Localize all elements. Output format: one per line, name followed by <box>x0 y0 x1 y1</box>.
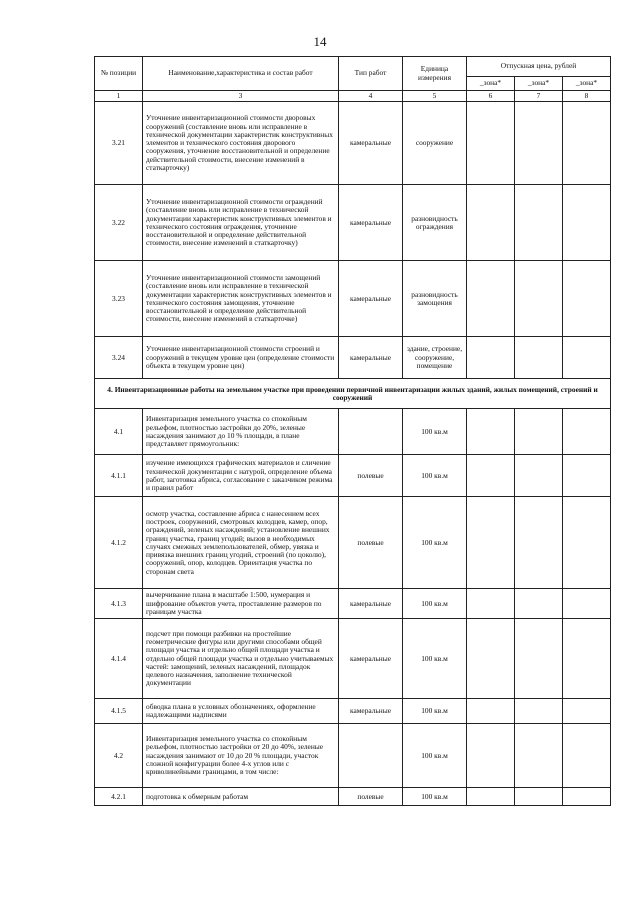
row-description: вычерчивание плана в масштабе 1:500, нумерация и шифрование объектов учета, проставление размеров по границам участка <box>143 589 339 619</box>
row-unit: 100 кв.м <box>403 409 467 455</box>
table-row <box>95 699 611 724</box>
row-number: 4.1.4 <box>95 619 143 699</box>
row-unit: 100 кв.м <box>403 497 467 589</box>
row-price-cell <box>515 699 563 724</box>
row-number: 4.1.1 <box>95 455 143 497</box>
row-price-cell <box>467 589 515 619</box>
row-unit: здание, строение, сооружение, помещение <box>403 337 467 379</box>
column-index: 7 <box>515 91 563 102</box>
row-price-cell <box>515 261 563 337</box>
header-zone: _зона* <box>515 77 563 91</box>
row-work-type: камеральные <box>339 699 403 724</box>
column-index: 1 <box>95 91 143 102</box>
row-description: подготовка к обмерным работам <box>143 788 339 806</box>
row-price-cell <box>515 409 563 455</box>
row-work-type: полевые <box>339 497 403 589</box>
row-price-cell <box>563 497 611 589</box>
row-price-cell <box>563 589 611 619</box>
row-work-type <box>339 409 403 455</box>
table-row <box>95 589 611 619</box>
row-number: 4.1.2 <box>95 497 143 589</box>
row-price-cell <box>467 724 515 788</box>
section-title: 4. Инвентаризационные работы на земельном участке при проведении первичной инвентаризации жилых зданий, жилых помещений, строений и сооружений <box>95 379 611 409</box>
row-description: Уточнение инвентаризационной стоимости дворовых сооружений (составление вновь или исправление в технической документации характеристик конструктивных элементов и технического состояния дворового сооружения, уточнение восстановительной и определение действительной стоимости, внесение изменений в статкарточку) <box>143 102 339 185</box>
row-number: 3.24 <box>95 337 143 379</box>
row-description: Инвентаризация земельного участка со спокойным рельефом, плотностью застройки от 20 до 40%, зеленые насаждения занимают от 10 до 20 % площади, участок сложной конфигурации более 4-х углов или с криволинейными границами, в том числе: <box>143 724 339 788</box>
row-work-type: камеральные <box>339 102 403 185</box>
row-price-cell <box>563 788 611 806</box>
row-description: Уточнение инвентаризационной стоимости замощений (составление вновь или исправление в технической документации характеристик конструктивных элементов и технического состояния замощения, уточнение восстановительной и определение действительной стоимости, внесение изменений в статкарточке) <box>143 261 339 337</box>
row-number: 4.1 <box>95 409 143 455</box>
row-price-cell <box>467 409 515 455</box>
row-price-cell <box>563 102 611 185</box>
row-work-type <box>339 724 403 788</box>
row-work-type: камеральные <box>339 185 403 261</box>
row-description: осмотр участка, составление абриса с нанесением всех построек, сооружений, смотровых колодцев, камер, опор, ограждений, зеленых насаждений; установление внешних границ участка, границ угодий; вызов в необходимых случаях смежных землепользователей, обмер, увязка и привязка внешних границ угодий, строений (по цоколю), сооружений, опор, колодцев. Ориентация участка по сторонам света <box>143 497 339 589</box>
row-unit: 100 кв.м <box>403 788 467 806</box>
table-row <box>95 619 611 699</box>
table-row <box>95 261 611 337</box>
column-index: 5 <box>403 91 467 102</box>
row-price-cell <box>515 788 563 806</box>
header-unit: Единица измерения <box>403 57 467 91</box>
row-number: 3.22 <box>95 185 143 261</box>
row-price-cell <box>563 185 611 261</box>
column-index: 3 <box>143 91 339 102</box>
row-price-cell <box>467 455 515 497</box>
row-work-type: камеральные <box>339 619 403 699</box>
row-price-cell <box>563 724 611 788</box>
row-unit: 100 кв.м <box>403 699 467 724</box>
row-work-type: камеральные <box>339 261 403 337</box>
row-price-cell <box>467 261 515 337</box>
row-description: изучение имеющихся графических материалов и сличение технической документации с натурой, определение объема работ, заготовка абриса, согласование с заказчиком режима и правил работ <box>143 455 339 497</box>
row-description: Инвентаризация земельного участка со спокойным рельефом, плотностью застройки до 20%, зеленые насаждения занимают до 10 % площади, в плане представляет прямоугольник: <box>143 409 339 455</box>
row-price-cell <box>515 185 563 261</box>
row-price-cell <box>467 619 515 699</box>
header-position: № позиции <box>95 57 143 91</box>
row-description: обводка плана в условных обозначениях, оформление надлежащими надписями <box>143 699 339 724</box>
row-price-cell <box>563 619 611 699</box>
header-price: Отпускная цена, рублей <box>467 57 611 77</box>
row-number: 3.23 <box>95 261 143 337</box>
page-number: 14 <box>313 34 327 49</box>
table-row <box>95 102 611 185</box>
row-price-cell <box>467 185 515 261</box>
table-row <box>95 724 611 788</box>
row-price-cell <box>563 699 611 724</box>
row-price-cell <box>515 337 563 379</box>
column-index-row <box>95 91 611 102</box>
row-description: Уточнение инвентаризационной стоимости ограждений (составление вновь или исправление в технической документации характеристик конструктивных элементов и технического состояния ограждения, уточнение восстановительной и определение действительной стоимости, внесение изменений в статкарточку) <box>143 185 339 261</box>
row-description: подсчет при помощи разбивки на простейшие геометрические фигуры или другими способами общей площади участка и отдельно общей площади участка и отдельно общей площади участка и отдельно учитываемых частей: замощений, зеленых насаждений, площадок целевого назначения, заполнение технической документации <box>143 619 339 699</box>
table-row <box>95 337 611 379</box>
row-price-cell <box>515 102 563 185</box>
row-price-cell <box>515 497 563 589</box>
row-price-cell <box>467 699 515 724</box>
header-row-1 <box>95 57 611 77</box>
row-price-cell <box>515 589 563 619</box>
row-number: 4.2.1 <box>95 788 143 806</box>
row-unit: разновидность замощения <box>403 261 467 337</box>
header-name: Наименование,характеристика и состав работ <box>143 57 339 91</box>
row-description: Уточнение инвентаризационной стоимости строений и сооружений в текущем уровне цен (определение стоимости объекта в текущем уровне цен) <box>143 337 339 379</box>
row-unit: разновидность ограждения <box>403 185 467 261</box>
row-price-cell <box>563 455 611 497</box>
header-zone: _зона* <box>467 77 515 91</box>
table-row <box>95 455 611 497</box>
row-work-type: полевые <box>339 788 403 806</box>
row-unit: сооружение <box>403 102 467 185</box>
column-index: 4 <box>339 91 403 102</box>
row-price-cell <box>467 337 515 379</box>
row-work-type: камеральные <box>339 589 403 619</box>
row-price-cell <box>515 619 563 699</box>
section-row <box>95 379 611 409</box>
table-body <box>95 57 611 806</box>
row-price-cell <box>563 337 611 379</box>
row-unit: 100 кв.м <box>403 619 467 699</box>
row-number: 4.2 <box>95 724 143 788</box>
table-row <box>95 185 611 261</box>
price-table <box>94 56 611 806</box>
row-unit: 100 кв.м <box>403 724 467 788</box>
row-price-cell <box>467 788 515 806</box>
row-price-cell <box>467 497 515 589</box>
column-index: 6 <box>467 91 515 102</box>
row-price-cell <box>563 261 611 337</box>
table-row <box>95 788 611 806</box>
row-unit: 100 кв.м <box>403 455 467 497</box>
row-price-cell <box>563 409 611 455</box>
row-work-type: полевые <box>339 455 403 497</box>
row-work-type: камеральные <box>339 337 403 379</box>
header-type: Тип работ <box>339 57 403 91</box>
column-index: 8 <box>563 91 611 102</box>
row-number: 4.1.3 <box>95 589 143 619</box>
row-price-cell <box>515 724 563 788</box>
table-row <box>95 497 611 589</box>
header-zone: _зона* <box>563 77 611 91</box>
row-number: 3.21 <box>95 102 143 185</box>
table-row <box>95 409 611 455</box>
row-price-cell <box>467 102 515 185</box>
row-unit: 100 кв.м <box>403 589 467 619</box>
row-price-cell <box>515 455 563 497</box>
row-number: 4.1.5 <box>95 699 143 724</box>
